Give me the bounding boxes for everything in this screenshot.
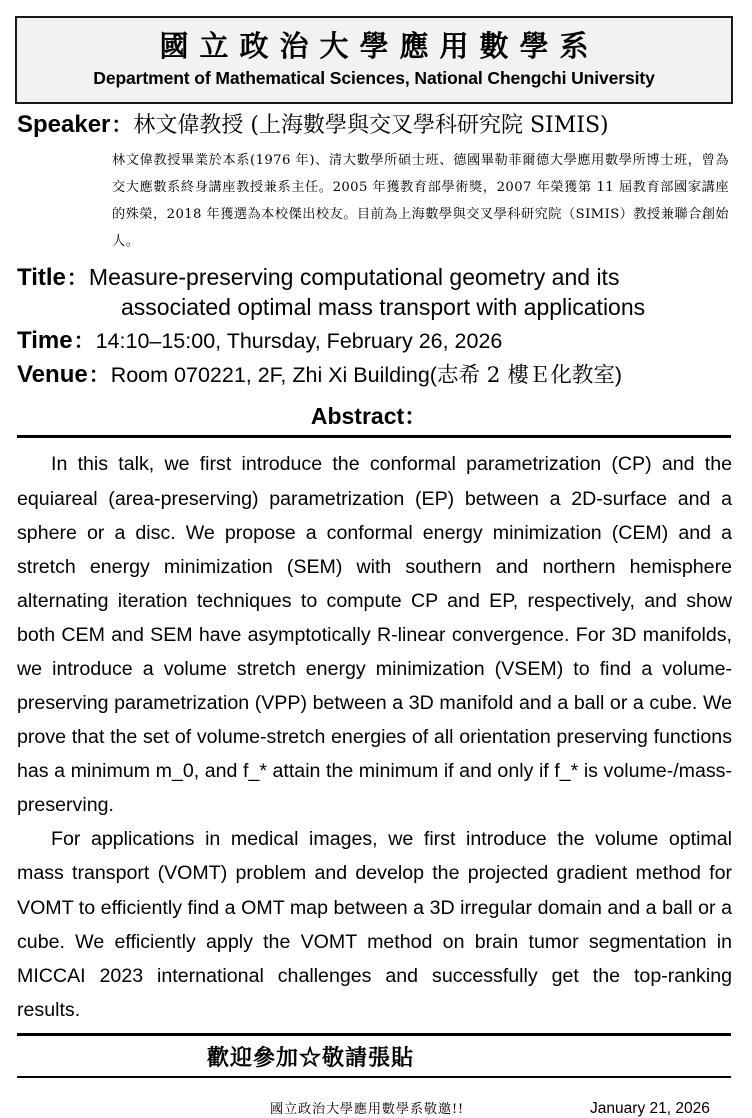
footer-organizer: 國立政治大學應用數學系敬邀!! <box>270 1101 465 1117</box>
time-label: Time <box>17 327 73 355</box>
venue-label: Venue <box>17 360 88 388</box>
footer-divider-bottom <box>17 1076 731 1078</box>
title-row <box>17 262 735 293</box>
title-label: Title <box>17 263 66 291</box>
title-line-1: Measure-preserving computational geometry and its <box>88 263 620 290</box>
speaker-name: 林文偉教授 (上海數學與交叉學科研究院 SIMIS) <box>133 113 609 138</box>
title-line-2: associated optimal mass transport with applications <box>121 294 646 321</box>
time-row <box>17 326 735 357</box>
talk-details <box>17 262 735 391</box>
venue-value-close: ) <box>614 362 622 387</box>
abstract-heading: Abstract： <box>310 403 428 430</box>
speaker-label: Speaker <box>17 111 111 138</box>
footer-date: January 21, 2026 <box>590 1099 710 1117</box>
venue-value-zh: 志希 2 樓Ｅ化教室 <box>436 362 615 388</box>
venue-row <box>17 360 735 391</box>
department-header-box <box>15 16 733 104</box>
speaker-row <box>17 110 735 141</box>
department-name-zh: 國立政治大學應用數學系 <box>159 29 600 64</box>
poster-content <box>17 108 735 1118</box>
footer-meta <box>17 1098 735 1118</box>
speaker-bio: 林文偉教授畢業於本系(1976 年)、清大數學所碩士班、德國畢勒菲爾德大學應用數學所博士班，曾為交大應數系終身講座教授兼系主任。2005 年獲教育部學術獎，2007 年榮獲第 11 屆教育部國家講座的殊榮，2018 年獲選為本校傑出校友。目前為上海數學與交叉學科研究院（SIMIS）教授兼聯合創始人。 <box>112 152 729 249</box>
abstract-paragraph-1: In this talk, we first introduce the conformal parametrization (CP) and the equiareal (area-preserving) parametrization (EP) between a 2D-surface and a sphere or a disc. We propose a conformal energy minimization (CEM) and a stretch energy minimization (SEM) with southern and northern hemisphere alternating iteration techniques to compute CP and EP, respectively, and show both CEM and SEM have asymptotically R-linear convergence. For 3D manifolds, we introduce a volume stretch energy minimization (VSEM) to find a volume-preserving parametrization (VPP) between a 3D manifold and a ball or a cube. We prove that the set of volume-stretch energies of all orientation preserving functions has a minimum m_0, and f_* attain the minimum if and only if f_* is volume-/mass-preserving. <box>17 453 732 817</box>
department-name-en: Department of Mathematical Sciences, National Chengchi University <box>93 67 655 88</box>
abstract-divider-top <box>17 435 731 438</box>
title-colon: ： <box>66 266 88 290</box>
time-value: 14:10–15:00, Thursday, February 26, 2026 <box>95 329 503 354</box>
footer-divider-top <box>17 1033 731 1036</box>
venue-colon: ： <box>88 363 110 387</box>
speaker-colon: ： <box>111 114 133 137</box>
abstract-body <box>17 447 732 1026</box>
time-colon: ： <box>73 330 95 354</box>
welcome-notice: 歡迎參加☆敬請張貼 <box>207 1044 415 1071</box>
venue-value-en: Room 070221, 2F, Zhi Xi Building( <box>110 362 437 387</box>
abstract-paragraph-2: For applications in medical images, we first introduce the volume optimal mass transport (VOMT) problem and develop the projected gradient method for VOMT to efficiently find a OMT map between a 3D irregular domain and a ball or a cube. We efficiently apply the VOMT method on brain tumor segmentation in MICCAI 2023 international challenges and successfully get the top-ranking results. <box>17 828 732 1021</box>
